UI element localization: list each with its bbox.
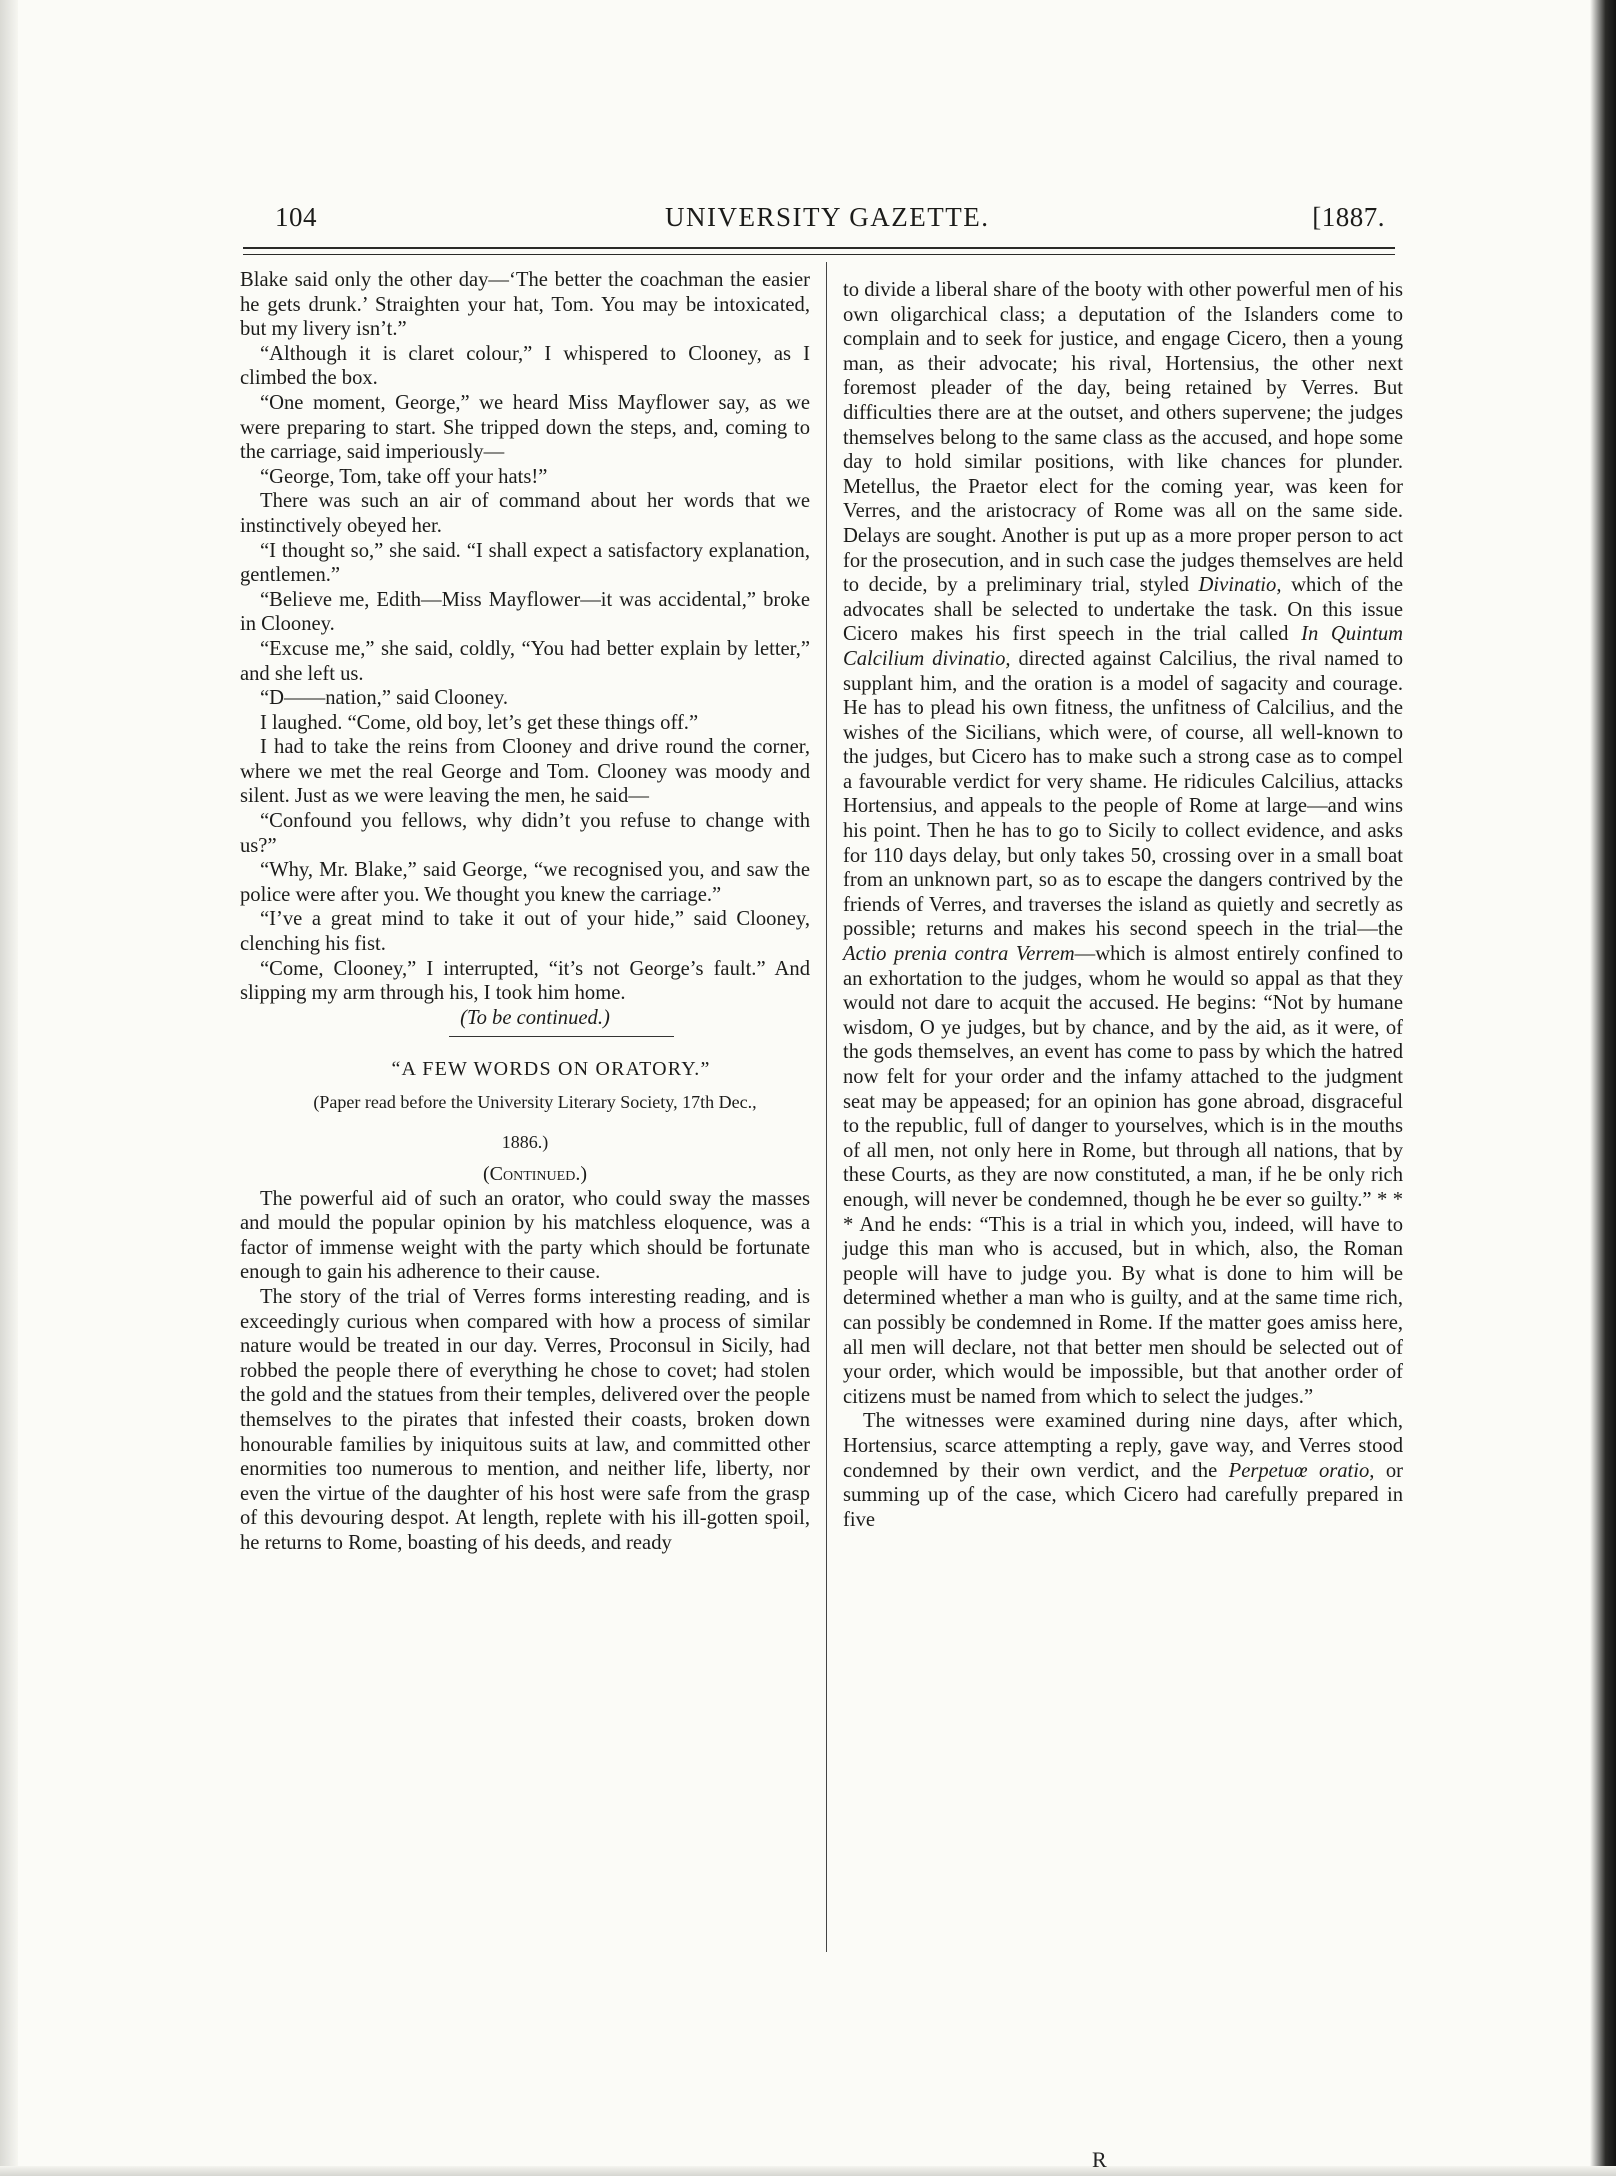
- paragraph: The powerful aid of such an orator, who could sway the masses and mould the popular opinion by his matchless eloquence, was a factor of immense weight with the party which should be fortunate enough to gain his adherence to their cause.: [240, 1187, 810, 1284]
- running-head: [275, 202, 1385, 242]
- right-column: [843, 278, 1403, 1532]
- paragraph: “Although it is claret colour,” I whispered to Clooney, as I climbed the box.: [240, 342, 810, 390]
- text-run: directed against Calcilius, the rival named to supplant him, and the oration is a model of sagacity and courage. He has to plead his own fitness, the unfitness of Calcilius, and the wishes of the Sicilians, which were, of course, all well-known to the judges, but Cicero has to make such a strong case as to compel a favourable verdict for very shame. He ridicules Calcilius, attacks Hortensius, and appeals to the people of Rome at large—and wins his point. Then he has to go to Sicily to collect evidence, and asks for 110 days delay, but only takes 50, crossing over in a small boat from an unknown part, so as to escape the dangers contrived by the friends of Verres, and traverses the island as quietly and secretly as possible; returns and makes his second speech in the trial—the: [843, 647, 1403, 941]
- paragraph: “I thought so,” she said. “I shall expect a satisfactory explanation, gentlemen.”: [240, 539, 810, 587]
- paragraph: The story of the trial of Verres forms interesting reading, and is exceedingly curious when compared with how a process of similar nature would be treated in our day. Verres, Proconsul in Sicily, had robbed the people there of everything he chose to covet; had stolen the gold and the statues from their temples, delivered over the people themselves to the pirates that infested their coasts, broken down honourable families by iniquitous suits at law, and committed other enormities too numerous to mention, and neither life, liberty, nor even the virtue of the daughter of his host were safe from the grasp of this devouring despot. At length, replete with his ill-gotten spoil, he returns to Rome, boasting of his deeds, and ready: [240, 1285, 810, 1554]
- publication-title: UNIVERSITY GAZETTE.: [665, 202, 990, 232]
- to-be-continued: (To be continued.): [460, 1006, 610, 1029]
- text-run: to divide a liberal share of the booty with other powerful men of his own oligarchical class; a deputation of the Islanders come to complain and to seek for justice, and engage Cicero, then a young man, as their advocate; his rival, Hortensius, the other next foremost pleader of the day, being retained by Verres. But difficulties there are at the outset, and others supervene; the judges themselves belong to the same class as the accused, and hope some day to hold similar positions, with like chances for plunder. Metellus, the Praetor elect for the coming year, was keen for Verres, and the aristocracy of Rome was all on the same side. Delays are sought. Another is put up as a more proper person to act for the prosecution, and in such case the judges themselves are held to decide, by a preliminary trial, styled: [843, 279, 1403, 597]
- paragraph: [843, 278, 1403, 1409]
- italic-title: In Quintum Calcilium divinatio,: [843, 623, 1403, 670]
- section-divider: [449, 1036, 674, 1037]
- paragraph: “George, Tom, take off your hats!”: [260, 465, 548, 488]
- article-subtitle-line2: 1886.): [501, 1132, 549, 1152]
- scan-edge-left: [0, 0, 18, 2176]
- column-divider: [826, 262, 827, 1952]
- paragraph: Blake said only the other day—‘The better the coachman the easier he gets drunk.’ Straighten your hat, Tom. You may be intoxicated, but my livery isn’t.”: [240, 269, 810, 341]
- scan-mark: R: [1092, 2147, 1107, 2172]
- italic-title: Perpetuœ oratio,: [1228, 1459, 1375, 1482]
- text-run: The witnesses were examined during nine days, after which, Hortensius, scarce attempting a reply, gave way, and Verres stood condemned by their own verdict, and the: [843, 1410, 1403, 1482]
- italic-title: Divinatio,: [1198, 574, 1282, 597]
- paragraph: “D——nation,” said Clooney.: [260, 687, 509, 710]
- article-continued: (Continued.): [483, 1163, 587, 1185]
- article-subtitle-line1: (Paper read before the University Literary Society, 17th Dec.,: [313, 1092, 757, 1112]
- page-number: 104: [275, 202, 317, 232]
- paragraph: “I’ve a great mind to take it out of your hide,” said Clooney, clenching his fist.: [240, 908, 810, 956]
- text-run: or summing up of the case, which Cicero had carefully prepared in five: [843, 1459, 1403, 1531]
- italic-title: Actio prenia contra Verrem: [843, 943, 1075, 966]
- paragraph: “One moment, George,” we heard Miss Mayflower say, as we were preparing to start. She tripped down the steps, and, coming to the carriage, said imperiously—: [240, 391, 810, 464]
- paragraph: There was such an air of command about her words that we instinctively obeyed her.: [240, 490, 810, 537]
- paragraph: I had to take the reins from Clooney and drive round the corner, where we met the real George and Tom. Clooney was moody and silent. Just as we were leaving the men, he said—: [240, 736, 810, 808]
- paragraph: “Believe me, Edith—Miss Mayflower—it was accidental,” broke in Clooney.: [240, 588, 810, 636]
- article-title: “A FEW WORDS ON ORATORY.”: [391, 1058, 711, 1081]
- article-subtitle: [240, 1082, 810, 1162]
- paragraph: “Come, Clooney,” I interrupted, “it’s not George’s fault.” And slipping my arm through his, I took him home.: [240, 957, 810, 1005]
- left-column: [240, 268, 810, 1556]
- paragraph: I laughed. “Come, old boy, let’s get these things off.”: [260, 711, 699, 734]
- scan-edge-bottom: [0, 2166, 1616, 2176]
- paragraph: “Confound you fellows, why didn’t you refuse to change with us?”: [240, 810, 810, 857]
- paragraph: “Why, Mr. Blake,” said George, “we recognised you, and saw the police were after you. We thought you knew the carriage.”: [240, 859, 810, 906]
- publication-year: [1887.: [1312, 202, 1385, 232]
- text-run: which of the advocates shall be selected to undertake the task. On this issue Cicero makes his first speech in the trial called: [843, 574, 1403, 646]
- scan-edge-right: [1590, 0, 1616, 2176]
- header-rule: [243, 247, 1395, 255]
- paragraph: “Excuse me,” she said, coldly, “You had better explain by letter,” and she left us.: [240, 637, 810, 685]
- text-run: —which is almost entirely confined to an exhortation to the judges, whom he would so appal as that they would not dare to acquit the accused. He begins: “Not by humane wisdom, O ye judges, but by chance, and by the aid, as it were, of the gods themselves, an event has come to pass by which the hatred now felt for your order and the infamy attached to the judgment seat may be appeased; for an opinion has gone abroad, disgraceful to the republic, full of danger to yourselves, which is in the mouths of all men, not only here in Rome, but through all nations, that by these Courts, as they are now constituted, a man, if he be only rich enough, will never be condemned, though he be ever so guilty.” * * * And he ends: “This is a trial in which you, indeed, will have to judge this man who is accused, but in which, also, the Roman people will have to judge you. By what is done to him will be determined whether a man who is guilty, and at the same time rich, can possibly be condemned in Rome. If the matter goes amiss here, all men will declare, not that better men should be selected out of your order, which would be impossible, but that another order of citizens must be named from which to select the judges.”: [843, 943, 1403, 1408]
- paragraph: [843, 1409, 1403, 1532]
